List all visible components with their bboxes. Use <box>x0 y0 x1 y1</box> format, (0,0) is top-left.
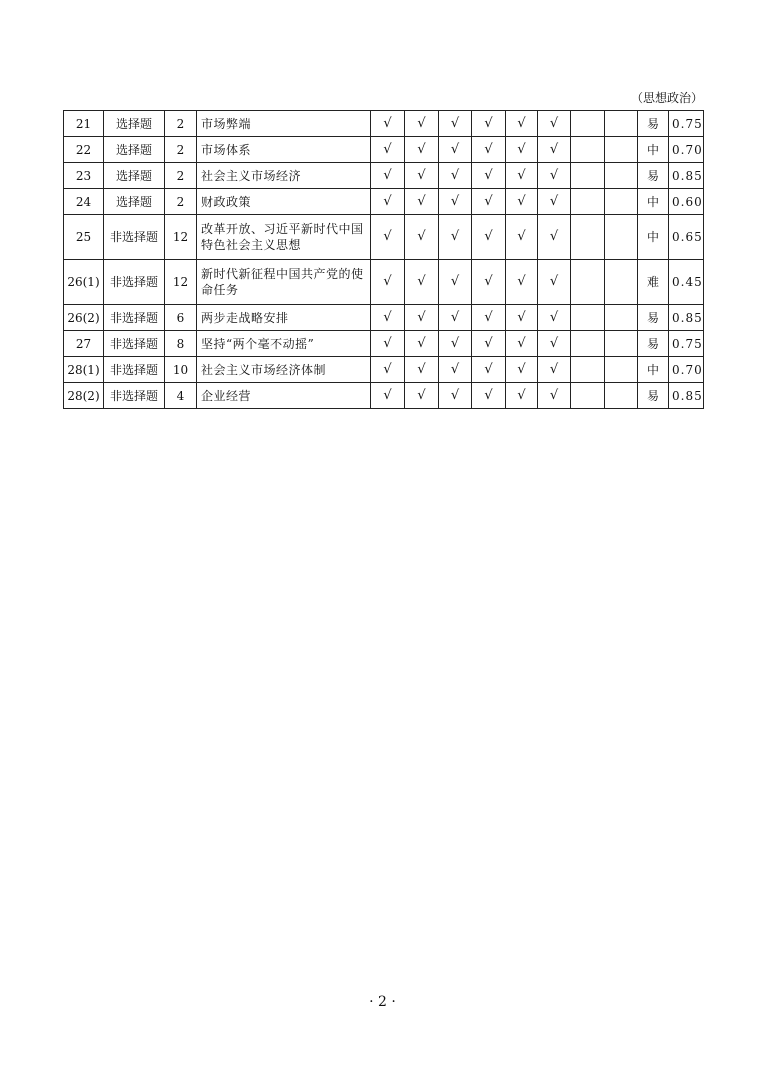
table-row <box>64 137 704 163</box>
spec-table <box>63 110 704 409</box>
check-cell: √ <box>506 137 538 163</box>
check-cell <box>605 260 638 305</box>
score-cell: 10 <box>165 357 197 383</box>
difficulty-cell: 易 <box>638 163 669 189</box>
difficulty-cell: 中 <box>638 357 669 383</box>
check-cell: √ <box>506 383 538 409</box>
question-number-cell: 22 <box>64 137 104 163</box>
difficulty-value-cell: 0.85 <box>669 163 704 189</box>
check-cell: √ <box>538 305 571 331</box>
check-cell <box>571 137 605 163</box>
difficulty-value-cell: 0.75 <box>669 111 704 137</box>
content-cell: 新时代新征程中国共产党的使命任务 <box>197 260 371 305</box>
check-cell <box>571 383 605 409</box>
check-cell: √ <box>538 357 571 383</box>
difficulty-cell: 中 <box>638 215 669 260</box>
check-cell: √ <box>506 111 538 137</box>
score-cell: 2 <box>165 163 197 189</box>
question-type-cell: 非选择题 <box>104 357 165 383</box>
score-cell: 8 <box>165 331 197 357</box>
check-cell: √ <box>439 163 472 189</box>
check-cell: √ <box>439 137 472 163</box>
check-cell <box>571 163 605 189</box>
check-cell: √ <box>405 331 439 357</box>
subject-label: （思想政治） <box>630 91 703 105</box>
check-cell: √ <box>538 163 571 189</box>
check-cell: √ <box>405 163 439 189</box>
question-number-cell: 28(1) <box>64 357 104 383</box>
check-cell: √ <box>371 189 405 215</box>
question-number-cell: 24 <box>64 189 104 215</box>
difficulty-cell: 中 <box>638 189 669 215</box>
check-cell <box>571 189 605 215</box>
content-cell: 社会主义市场经济 <box>197 163 371 189</box>
check-cell: √ <box>538 383 571 409</box>
check-cell: √ <box>506 189 538 215</box>
question-type-cell: 非选择题 <box>104 215 165 260</box>
check-cell: √ <box>538 137 571 163</box>
check-cell <box>605 331 638 357</box>
difficulty-value-cell: 0.85 <box>669 305 704 331</box>
check-cell: √ <box>371 357 405 383</box>
check-cell <box>571 331 605 357</box>
difficulty-value-cell: 0.60 <box>669 189 704 215</box>
check-cell: √ <box>506 305 538 331</box>
check-cell: √ <box>472 111 506 137</box>
check-cell: √ <box>439 260 472 305</box>
score-cell: 2 <box>165 137 197 163</box>
question-number-cell: 25 <box>64 215 104 260</box>
check-cell: √ <box>439 111 472 137</box>
difficulty-cell: 难 <box>638 260 669 305</box>
content-cell: 改革开放、习近平新时代中国特色社会主义思想 <box>197 215 371 260</box>
spec-table-body <box>64 111 704 409</box>
check-cell: √ <box>405 357 439 383</box>
check-cell <box>605 305 638 331</box>
check-cell: √ <box>405 260 439 305</box>
check-cell: √ <box>506 215 538 260</box>
check-cell: √ <box>371 305 405 331</box>
check-cell <box>571 357 605 383</box>
question-number-cell: 26(1) <box>64 260 104 305</box>
check-cell: √ <box>439 305 472 331</box>
check-cell: √ <box>472 383 506 409</box>
content-cell: 市场弊端 <box>197 111 371 137</box>
check-cell: √ <box>472 331 506 357</box>
question-number-cell: 21 <box>64 111 104 137</box>
check-cell: √ <box>405 215 439 260</box>
difficulty-value-cell: 0.70 <box>669 357 704 383</box>
content-cell: 财政政策 <box>197 189 371 215</box>
check-cell: √ <box>472 357 506 383</box>
question-type-cell: 非选择题 <box>104 305 165 331</box>
check-cell <box>605 215 638 260</box>
check-cell: √ <box>439 357 472 383</box>
check-cell <box>571 111 605 137</box>
check-cell: √ <box>405 137 439 163</box>
page-number: · 2 · <box>369 994 396 1010</box>
check-cell <box>605 163 638 189</box>
question-number-cell: 26(2) <box>64 305 104 331</box>
question-type-cell: 选择题 <box>104 189 165 215</box>
check-cell: √ <box>405 111 439 137</box>
score-cell: 2 <box>165 111 197 137</box>
question-type-cell: 选择题 <box>104 111 165 137</box>
question-type-cell: 非选择题 <box>104 331 165 357</box>
question-type-cell: 非选择题 <box>104 383 165 409</box>
difficulty-value-cell: 0.85 <box>669 383 704 409</box>
content-cell: 市场体系 <box>197 137 371 163</box>
check-cell: √ <box>472 163 506 189</box>
score-cell: 12 <box>165 215 197 260</box>
check-cell: √ <box>538 111 571 137</box>
difficulty-value-cell: 0.65 <box>669 215 704 260</box>
check-cell <box>571 260 605 305</box>
content-cell: 两步走战略安排 <box>197 305 371 331</box>
check-cell: √ <box>472 305 506 331</box>
check-cell: √ <box>371 260 405 305</box>
check-cell: √ <box>371 137 405 163</box>
check-cell <box>605 357 638 383</box>
check-cell: √ <box>472 260 506 305</box>
table-row <box>64 383 704 409</box>
check-cell: √ <box>538 260 571 305</box>
table-row <box>64 305 704 331</box>
difficulty-value-cell: 0.70 <box>669 137 704 163</box>
check-cell: √ <box>405 383 439 409</box>
table-row <box>64 260 704 305</box>
check-cell: √ <box>371 383 405 409</box>
content-cell: 企业经营 <box>197 383 371 409</box>
check-cell: √ <box>538 331 571 357</box>
question-number-cell: 27 <box>64 331 104 357</box>
check-cell <box>605 189 638 215</box>
check-cell: √ <box>371 111 405 137</box>
question-type-cell: 非选择题 <box>104 260 165 305</box>
check-cell: √ <box>371 215 405 260</box>
difficulty-value-cell: 0.75 <box>669 331 704 357</box>
check-cell: √ <box>371 331 405 357</box>
score-cell: 12 <box>165 260 197 305</box>
question-type-cell: 选择题 <box>104 163 165 189</box>
check-cell: √ <box>538 189 571 215</box>
check-cell: √ <box>506 260 538 305</box>
question-number-cell: 28(2) <box>64 383 104 409</box>
score-cell: 4 <box>165 383 197 409</box>
check-cell <box>571 305 605 331</box>
table-row <box>64 331 704 357</box>
difficulty-cell: 易 <box>638 305 669 331</box>
check-cell: √ <box>506 331 538 357</box>
check-cell: √ <box>371 163 405 189</box>
check-cell: √ <box>538 215 571 260</box>
table-row <box>64 357 704 383</box>
difficulty-cell: 易 <box>638 331 669 357</box>
check-cell: √ <box>439 331 472 357</box>
check-cell: √ <box>506 357 538 383</box>
check-cell: √ <box>472 215 506 260</box>
table-row <box>64 215 704 260</box>
check-cell <box>605 111 638 137</box>
content-cell: 坚持“两个毫不动摇” <box>197 331 371 357</box>
score-cell: 2 <box>165 189 197 215</box>
table-row <box>64 111 704 137</box>
check-cell: √ <box>405 189 439 215</box>
difficulty-cell: 中 <box>638 137 669 163</box>
check-cell: √ <box>506 163 538 189</box>
check-cell: √ <box>472 189 506 215</box>
table-row <box>64 163 704 189</box>
check-cell: √ <box>439 189 472 215</box>
score-cell: 6 <box>165 305 197 331</box>
check-cell <box>605 137 638 163</box>
content-cell: 社会主义市场经济体制 <box>197 357 371 383</box>
check-cell <box>605 383 638 409</box>
check-cell: √ <box>472 137 506 163</box>
check-cell: √ <box>405 305 439 331</box>
difficulty-cell: 易 <box>638 111 669 137</box>
table-row <box>64 189 704 215</box>
question-type-cell: 选择题 <box>104 137 165 163</box>
check-cell: √ <box>439 383 472 409</box>
difficulty-value-cell: 0.45 <box>669 260 704 305</box>
check-cell: √ <box>439 215 472 260</box>
difficulty-cell: 易 <box>638 383 669 409</box>
question-number-cell: 23 <box>64 163 104 189</box>
check-cell <box>571 215 605 260</box>
